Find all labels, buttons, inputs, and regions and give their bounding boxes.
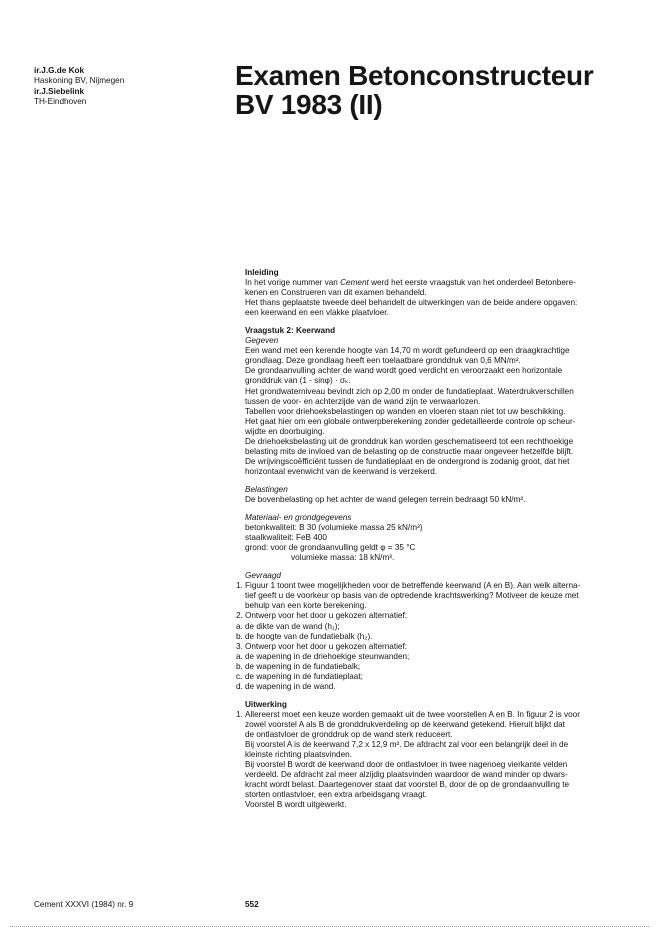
list-text: zowel voorstel A als B de gronddrukverdeling op de keerwand getekend. Hieruit blijkt dat — [245, 719, 565, 729]
list-number: 1. — [236, 581, 243, 591]
list-item — [245, 601, 637, 611]
bottom-rule — [10, 926, 649, 928]
list-text: storten ontlastvloer, een extra arbeidsgang vraagt. — [245, 790, 428, 800]
paragraph-line: wijdte en doorbuiging. — [245, 426, 325, 436]
section-uitwerking — [236, 699, 637, 811]
list-text: de ontlastvloer de gronddruk op de wand sterk reduceert. — [245, 729, 453, 739]
list-item — [236, 661, 637, 672]
section-vraagstuk — [245, 326, 637, 477]
list-text: Bij voorstel B wordt de keerwand door de ontlastvloer in twee nagenoeg vierkante velden — [245, 760, 568, 770]
paragraph-line: een keerwand en een vlakke plaatvloer. — [245, 308, 389, 318]
text-span: In het vorige nummer van — [245, 278, 341, 288]
paragraph-line: horizontaal evenwicht van de keerwand is verzekerd. — [245, 466, 438, 476]
list-text: Allereerst moet een keuze worden gemaakt uit de twee voorstellen A en B. In figuur 2 is voor — [245, 709, 580, 719]
list-text: Bij voorstel A is de keerwand 7,2 x 12,9 m². De afdracht zal voor een belangrijk deel in de — [245, 740, 569, 750]
list-item — [236, 709, 637, 720]
subheading: Gegeven — [245, 336, 279, 346]
list-text: verdeeld. De afdracht zal meer alzijdig plaatsvinden waardoor de wand minder op dwars- — [245, 770, 568, 780]
list-text: tief geeft u de voorkeur op basis van de optredende krachtswerking? Motiveer de keuze met — [245, 591, 579, 601]
author-name: ir.J.G.de Kok — [34, 66, 85, 75]
subheading: Belastingen — [245, 484, 288, 494]
journal-name: Cement — [340, 278, 369, 288]
paragraph-line: Een wand met een kerende hoogte van 14,70 m wordt gefundeerd op een draagkrachtige — [245, 346, 570, 356]
list-number: 1. — [236, 709, 243, 719]
section-heading: Vraagstuk 2: Keerwand — [245, 326, 336, 336]
section-belastingen — [245, 485, 637, 505]
list-item — [245, 740, 637, 750]
list-number: 3. — [236, 641, 243, 651]
subheading: Gevraagd — [245, 571, 281, 581]
list-text: de hoogte van de fundatiebalk (h₂). — [245, 631, 373, 641]
list-number: c. — [236, 671, 243, 681]
page-number: 552 — [245, 900, 259, 909]
list-number: b. — [236, 661, 243, 671]
subheading: Materiaal- en grondgegevens — [245, 513, 352, 523]
list-item — [245, 760, 637, 770]
list-text: de wapening in de fundatiebalk; — [245, 661, 361, 671]
paragraph-line: volumieke massa: 18 kN/m³. — [291, 553, 395, 563]
list-number: 2. — [236, 611, 243, 621]
list-item — [245, 730, 637, 740]
list-text: de wapening in de driehoekige steunwanden; — [245, 651, 410, 661]
list-text: behulp van een korte berekening. — [245, 601, 367, 611]
paragraph-line: De wrijvingscoëfficiënt tussen de fundatieplaat en de ondergrond is zodanig groot, dat het — [245, 456, 570, 466]
paragraph-line: De bovenbelasting op het achter de wand gelegen terrein bedraagt 50 kN/m². — [245, 494, 526, 504]
answer-list — [236, 709, 637, 810]
author-block — [34, 66, 124, 108]
article-title — [235, 61, 593, 119]
author-affiliation: TH-Eindhoven — [34, 97, 87, 107]
list-item — [236, 611, 637, 621]
section-materiaal — [245, 513, 637, 563]
list-text: Ontwerp voor het door u gekozen alternatief: — [245, 641, 408, 651]
list-number: a. — [236, 651, 243, 661]
paragraph-line: Het gaat hier om een globale ontwerpberekening zonder gedetailleerde controle op scheur- — [245, 416, 576, 426]
gegeven-text — [245, 346, 637, 477]
list-item — [245, 750, 637, 760]
list-item — [236, 651, 637, 662]
list-item — [245, 790, 637, 800]
title-line-1: Examen Betonconstructeur — [235, 60, 594, 91]
paragraph-line — [245, 278, 637, 288]
paragraph-line: De grondaanvulling achter de wand wordt goed verdicht en veroorzaakt een horizontale — [245, 366, 563, 376]
paragraph-line: belasting mits de invloed van de belasting op de constructie maar ongeveer hetzelfde blijft. — [245, 446, 574, 456]
list-item — [245, 780, 637, 790]
list-number: d. — [236, 681, 243, 691]
paragraph-line: Het grondwaterniveau bevindt zich op 2,00 m onder de fundatieplaat. Waterdrukverschillen — [245, 386, 574, 396]
list-item — [236, 581, 637, 591]
list-text: Voorstel B wordt uitgewerkt. — [245, 800, 347, 810]
list-item — [245, 770, 637, 780]
list-text: de wapening in de fundatieplaat; — [245, 671, 363, 681]
list-item — [245, 800, 637, 810]
list-text: de wapening in de wand. — [245, 681, 336, 691]
list-text: de dikte van de wand (h₁); — [245, 621, 340, 631]
list-item — [236, 671, 637, 682]
paragraph-line: De driehoeksbelasting uit de gronddruk kan worden geschematiseerd tot een rechthoekige — [245, 436, 574, 446]
paragraph-line: tussen de voor- en achterzijde van de wand zijn te verwaarlozen. — [245, 396, 481, 406]
section-heading: Uitwerking — [245, 699, 287, 709]
author-affiliation: Haskoning BV, Nijmegen — [34, 76, 125, 86]
section-gevraagd — [236, 571, 637, 692]
list-text: kracht wordt belast. Daartegenover staat dat voorstel B, door de op de grondaanvulling te — [245, 780, 570, 790]
list-item — [245, 591, 637, 601]
list-text: kleinste richting plaatsvinden. — [245, 750, 352, 760]
question-list — [236, 581, 637, 692]
author-name: ir.J.Siebelink — [34, 86, 85, 96]
paragraph-line: Het thans geplaatste tweede deel behandelt de uitwerkingen van de beide andere opgaven: — [245, 298, 578, 308]
list-number: a. — [236, 621, 243, 631]
paragraph-line: staalkwaliteit: FeB 400 — [245, 533, 327, 543]
list-item — [236, 681, 637, 692]
list-text: Figuur 1 toont twee mogelijkheden voor de betreffende keerwand (A en B). Aan welk alterna- — [245, 581, 581, 591]
paragraph-line: betonkwaliteit: B 30 (volumieke massa 25 kN/m³) — [245, 523, 423, 533]
title-line-2: BV 1983 (II) — [235, 89, 383, 120]
list-text: Ontwerp voor het door u gekozen alternatief: — [245, 611, 408, 621]
list-item — [236, 641, 637, 652]
section-heading: Inleiding — [245, 268, 279, 277]
list-item — [236, 631, 637, 642]
paragraph-line: grondlaag. Deze grondlaag heeft een toelaatbare gronddruk van 0,6 MN/m². — [245, 356, 521, 366]
article-body — [236, 268, 637, 810]
paragraph-line: kenen en Construeren van dit examen behandeld. — [245, 288, 427, 298]
section-inleiding — [245, 268, 637, 318]
paragraph-line: grond: voor de grondaanvulling geldt φ = 35 °C — [245, 543, 416, 553]
list-number: b. — [236, 631, 243, 641]
journal-footer: Cement XXXVI (1984) nr. 9 — [34, 900, 134, 909]
paragraph-line: Tabellen voor driehoeksbelastingen op wanden en vloeren staan niet tot uw beschikking. — [245, 406, 566, 416]
list-item — [245, 720, 637, 730]
list-item — [236, 621, 637, 632]
text-span: werd het eerste vraagstuk van het onderdeel Betonbere- — [368, 278, 576, 288]
paragraph-line: gronddruk van (1 - sinφ) · σₖ. — [245, 376, 351, 386]
